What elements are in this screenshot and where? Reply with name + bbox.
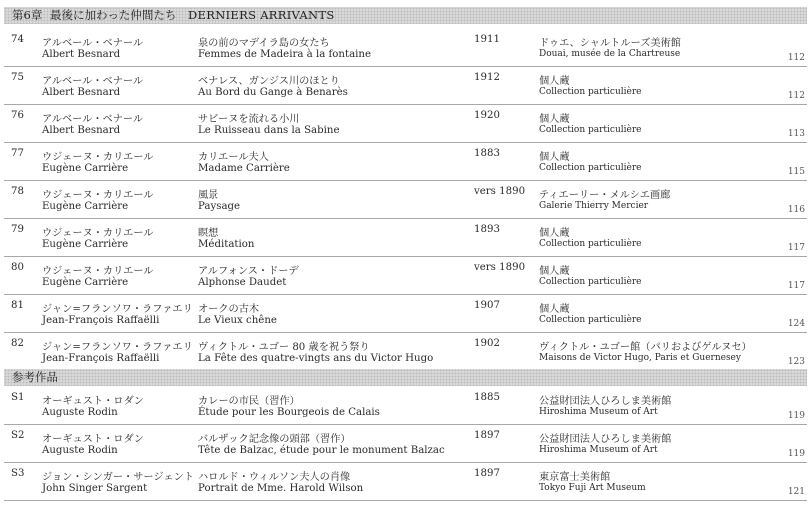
- artwork-title-fr: Paysage: [198, 201, 241, 212]
- catalog-number: S2: [11, 430, 25, 441]
- page-number: 115: [787, 167, 805, 177]
- collection-ja: 東京富士美術館: [539, 472, 611, 483]
- collection-fr: Collection particulière: [539, 239, 642, 249]
- artist-name-ja: ジャン=フランソワ・ラファエリ: [42, 342, 193, 353]
- artwork-title-ja: ハロルド・ウィルソン夫人の肖像: [198, 472, 351, 483]
- artwork-year: 1885: [474, 392, 500, 403]
- collection-fr: Collection particulière: [539, 315, 642, 325]
- chapter-header-band: [4, 7, 807, 24]
- artwork-year: 1912: [474, 72, 500, 83]
- artwork-title-ja: カレーの市民（習作）: [198, 396, 300, 407]
- artist-name-ja: ウジェーヌ・カリエール: [42, 190, 154, 201]
- page-number: 112: [787, 91, 805, 101]
- table-row: [4, 105, 807, 143]
- page-number: 117: [787, 243, 805, 253]
- collection-fr: Hiroshima Museum of Art: [539, 407, 658, 417]
- reference-section-label: 参考作品: [12, 370, 58, 384]
- page-number: 117: [787, 281, 805, 291]
- collection-ja: ドゥエ、シャルトルーズ美術館: [539, 38, 681, 49]
- collection-ja: 個人蔵: [539, 266, 570, 277]
- collection-ja: ティエーリー・メルシエ画廊: [539, 190, 671, 201]
- catalog-number: 77: [11, 148, 24, 159]
- table-row: [4, 387, 807, 425]
- page-number: 119: [787, 411, 805, 421]
- artist-name-ja: ウジェーヌ・カリエール: [42, 228, 154, 239]
- artist-name-fr: Albert Besnard: [42, 49, 121, 60]
- artist-name-ja: オーギュスト・ロダン: [42, 434, 144, 445]
- artist-name-fr: Jean-François Raffaëlli: [42, 353, 160, 364]
- collection-ja: 公益財団法人ひろしま美術館: [539, 396, 672, 407]
- artwork-year: 1883: [474, 148, 500, 159]
- artwork-title-fr: Le Ruisseau dans la Sabine: [198, 125, 340, 136]
- artist-name-ja: ジャン=フランソワ・ラファエリ: [42, 304, 193, 315]
- catalog-number: 75: [11, 72, 24, 83]
- artwork-title-ja: アルフォンス・ドーデ: [198, 266, 299, 277]
- artwork-title-fr: Alphonse Daudet: [198, 277, 287, 288]
- collection-fr: Douai, musée de la Chartreuse: [539, 49, 681, 59]
- page-number: 116: [787, 205, 805, 215]
- chapter-title-fr: DERNIERS ARRIVANTS: [188, 8, 335, 22]
- collection-ja: 公益財団法人ひろしま美術館: [539, 434, 672, 445]
- collection-fr: Maisons de Victor Hugo, Paris et Guernesey: [539, 353, 741, 363]
- artist-name-fr: Auguste Rodin: [42, 445, 118, 456]
- page-number: 112: [787, 53, 805, 63]
- artist-name-fr: Albert Besnard: [42, 125, 121, 136]
- artist-name-ja: アルベール・ベナール: [42, 38, 144, 49]
- collection-fr: Collection particulière: [539, 163, 642, 173]
- artist-name-ja: ウジェーヌ・カリエール: [42, 152, 154, 163]
- artist-name-fr: Jean-François Raffaëlli: [42, 315, 160, 326]
- page-number: 123: [787, 357, 805, 367]
- artwork-title-fr: Le Vieux chêne: [198, 315, 277, 326]
- artist-name-fr: Albert Besnard: [42, 87, 121, 98]
- artwork-title-fr: Tête de Balzac, étude pour le monument Balzac: [198, 445, 445, 456]
- artist-name-ja: アルベール・ベナール: [42, 114, 144, 125]
- table-row: [4, 29, 807, 67]
- artist-name-fr: John Singer Sargent: [42, 483, 148, 494]
- artist-name-ja: オーギュスト・ロダン: [42, 396, 144, 407]
- artist-name-fr: Auguste Rodin: [42, 407, 118, 418]
- artwork-title-ja: バルザック記念像の頭部（習作）: [198, 434, 351, 445]
- artwork-title-ja: ベナレス、ガンジス川のほとり: [198, 76, 340, 87]
- artwork-title-fr: Portrait de Mme. Harold Wilson: [198, 483, 364, 494]
- artwork-year: 1893: [474, 224, 500, 235]
- collection-ja: 個人蔵: [539, 76, 570, 87]
- collection-fr: Collection particulière: [539, 87, 642, 97]
- artwork-year: 1920: [474, 110, 500, 121]
- catalog-number: 79: [11, 224, 24, 235]
- table-row: [4, 143, 807, 181]
- chapter-label: 第6章: [12, 8, 43, 22]
- artwork-year: 1897: [474, 468, 500, 479]
- collection-fr: Collection particulière: [539, 125, 642, 135]
- table-row: [4, 295, 807, 333]
- artist-name-ja: ジョン・シンガー・サージェント: [42, 472, 194, 483]
- artwork-title-ja: サビーヌを流れる小川: [198, 114, 300, 125]
- artist-name-ja: ウジェーヌ・カリエール: [42, 266, 154, 277]
- artwork-year: 1907: [474, 300, 500, 311]
- artwork-title-ja: 瞑想: [198, 228, 219, 239]
- artist-name-fr: Eugène Carrière: [42, 239, 129, 250]
- artist-name-fr: Eugène Carrière: [42, 277, 129, 288]
- artwork-year: vers 1890: [474, 186, 526, 197]
- collection-ja: 個人蔵: [539, 152, 570, 163]
- table-row: [4, 257, 807, 295]
- catalog-number: 80: [11, 262, 24, 273]
- artwork-year: 1911: [474, 34, 500, 45]
- collection-ja: 個人蔵: [539, 228, 570, 239]
- artwork-title-fr: Au Bord du Gange à Benarès: [198, 87, 348, 98]
- artwork-title-fr: Méditation: [198, 239, 255, 250]
- table-row: [4, 181, 807, 219]
- table-row: [4, 67, 807, 105]
- artwork-title-ja: ヴィクトル・ユゴー 80 歳を祝う祭り: [198, 342, 370, 353]
- collection-fr: Collection particulière: [539, 277, 642, 287]
- table-row: [4, 219, 807, 257]
- collection-fr: Tokyo Fuji Art Museum: [539, 483, 646, 493]
- table-row: [4, 333, 807, 371]
- collection-fr: Galerie Thierry Mercier: [539, 201, 649, 211]
- collection-ja: 個人蔵: [539, 304, 570, 315]
- artist-name-ja: アルベール・ベナール: [42, 76, 144, 87]
- artwork-year: 1902: [474, 338, 500, 349]
- artwork-title-fr: La Fête des quatre-vingts ans du Victor Hugo: [198, 353, 434, 364]
- artwork-title-ja: オークの古木: [198, 304, 260, 315]
- artwork-title-ja: 泉の前のマデイラ島の女たち: [198, 38, 330, 49]
- page-number: 121: [787, 487, 805, 497]
- collection-ja: ヴィクトル・ユゴー館（パリおよびゲルヌセ）: [539, 342, 752, 353]
- table-row: [4, 425, 807, 463]
- table-row: [4, 463, 807, 501]
- catalog-number: S1: [11, 392, 25, 403]
- artwork-year: vers 1890: [474, 262, 526, 273]
- catalog-number: 81: [11, 300, 24, 311]
- artwork-title-fr: Femmes de Madeira à la fontaine: [198, 49, 372, 60]
- catalog-number: 76: [11, 110, 24, 121]
- collection-fr: Hiroshima Museum of Art: [539, 445, 658, 455]
- artwork-year: 1897: [474, 430, 500, 441]
- catalog-number: 82: [11, 338, 24, 349]
- page-number: 119: [787, 449, 805, 459]
- collection-ja: 個人蔵: [539, 114, 570, 125]
- artwork-title-ja: カリエール夫人: [198, 152, 269, 163]
- chapter-title-ja: 最後に加わった仲間たち: [49, 8, 177, 22]
- reference-header-band: [4, 369, 807, 386]
- catalog-number: 78: [11, 186, 24, 197]
- catalog-number: S3: [11, 468, 25, 479]
- artist-name-fr: Eugène Carrière: [42, 201, 129, 212]
- artwork-title-ja: 風景: [198, 190, 219, 201]
- artist-name-fr: Eugène Carrière: [42, 163, 129, 174]
- page-number: 113: [787, 129, 805, 139]
- page-number: 124: [787, 319, 805, 329]
- artwork-title-fr: Madame Carrière: [198, 163, 290, 174]
- artwork-title-fr: Étude pour les Bourgeois de Calais: [198, 407, 380, 418]
- catalog-number: 74: [11, 34, 24, 45]
